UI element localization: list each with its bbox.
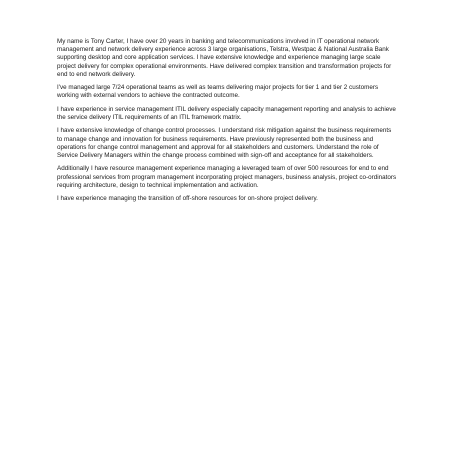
paragraph-service-management: I have experience in service management ITIL delivery especially capacity management reporting and analysis to achieve the service delivery ITIL requirements of an ITIL framework matrix.	[57, 105, 396, 121]
paragraph-intro: My name is Tony Carter, I have over 20 years in banking and telecommunications involved in IT operational network management and network delivery experience across 3 large organisations, Telstra, Westpac & National Australia Bank supporting desktop and core application services. I have extensive knowledge and experience managing large scale project delivery for complex operational environments. Have delivered complex transition and transformation projects for end to end network delivery.	[57, 38, 392, 78]
document-body	[57, 38, 397, 209]
paragraph-change-control: I have extensive knowledge of change control processes. I understand risk mitigation against the business requirements to manage change and innovation for business requirements. Have previously represented both the business and operations for change control management and approval for all stakeholders and customers. Understand the role of Service Delivery Managers within the change process combined with sign-off and acceptance for all stakeholders.	[57, 127, 392, 159]
paragraph-resource-management: Additionally I have resource management experience managing a leveraged team of over 500 resources for end to end professional services from program management incorporating project managers, business analysis, project co-ordinators requiring architecture, design to technical implementation and activation.	[57, 165, 397, 189]
paragraph-operational-teams: I've managed large 7/24 operational teams as well as teams delivering major projects for tier 1 and tier 2 customers working with external vendors to achieve the contracted outcome.	[57, 84, 379, 100]
paragraph-offshore-transition: I have experience managing the transition of off-shore resources for on-shore project delivery.	[57, 195, 318, 203]
